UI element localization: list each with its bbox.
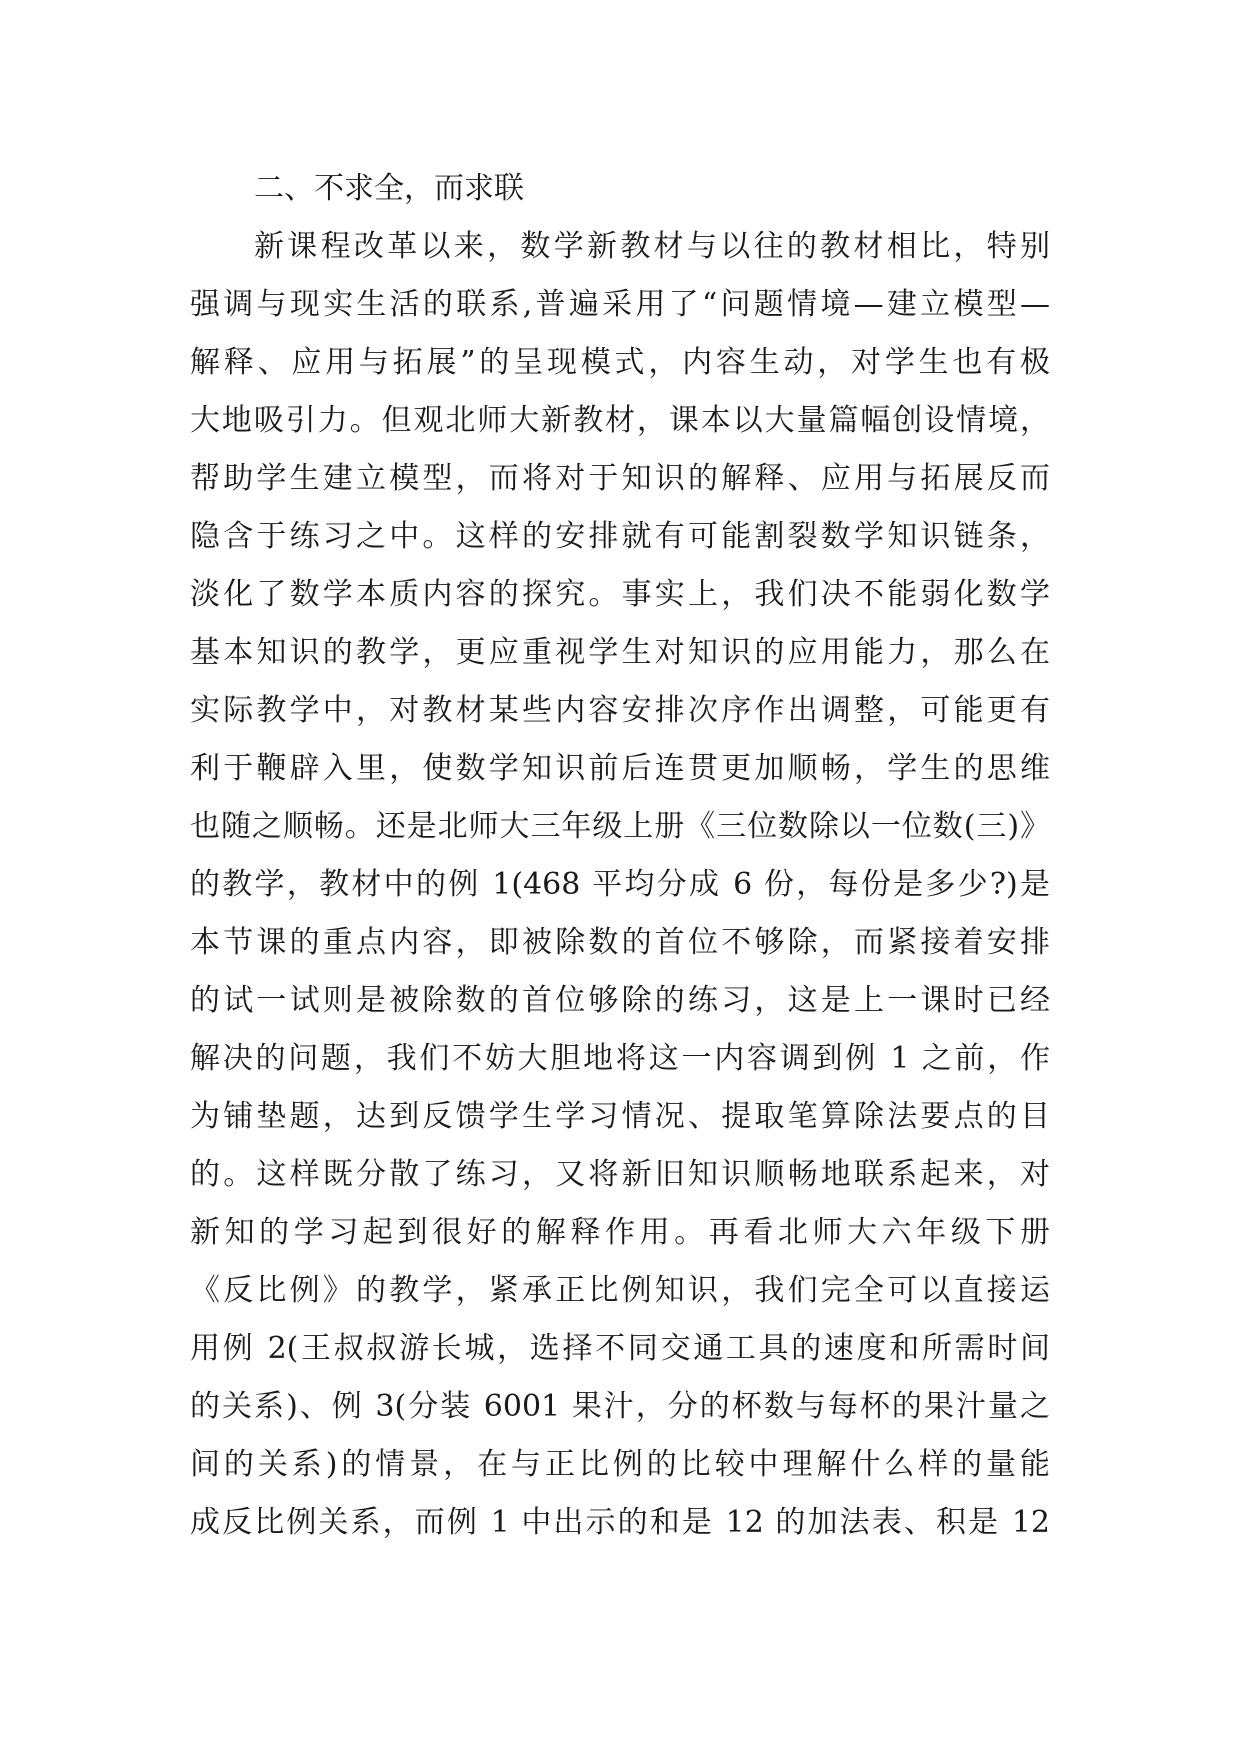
section-heading: 二、不求全，而求联 (254, 171, 524, 206)
document-content (190, 160, 1050, 1552)
paragraph-line: 解决的问题，我们不妨大胆地将这一内容调到例 1 之前，作 (190, 1041, 1050, 1076)
paragraph-line: 新课程改革以来，数学新教材与以往的教材相比，特别 (254, 229, 1050, 264)
paragraph-line: 的教学，教材中的例 1(468 平均分成 6 份，每份是多少?)是 (190, 867, 1050, 902)
paragraph-line: 间的关系)的情景，在与正比例的比较中理解什么样的量能 (190, 1447, 1050, 1482)
paragraph-line: 利于鞭辟入里，使数学知识前后连贯更加顺畅，学生的思维 (190, 751, 1050, 786)
paragraph-line: 强调与现实生活的联系,普遍采用了“问题情境—建立模型— (190, 287, 1050, 322)
paragraph-line: 本节课的重点内容，即被除数的首位不够除，而紧接着安排 (190, 925, 1050, 960)
paragraph-line: 《反比例》的教学，紧承正比例知识，我们完全可以直接运 (190, 1273, 1050, 1308)
paragraph-line: 为铺垫题，达到反馈学生学习情况、提取笔算除法要点的目 (190, 1099, 1050, 1134)
paragraph-line: 实际教学中，对教材某些内容安排次序作出调整，可能更有 (190, 693, 1050, 728)
paragraph-line: 也随之顺畅。还是北师大三年级上册《三位数除以一位数(三)》 (190, 809, 1050, 844)
paragraph-line: 成反比例关系，而例 1 中出示的和是 12 的加法表、积是 12 (190, 1505, 1050, 1540)
paragraph-line: 的。这样既分散了练习，又将新旧知识顺畅地联系起来，对 (190, 1157, 1050, 1192)
paragraph-line: 帮助学生建立模型，而将对于知识的解释、应用与拓展反而 (190, 461, 1050, 496)
paragraph-line: 用例 2(王叔叔游长城，选择不同交通工具的速度和所需时间 (190, 1331, 1050, 1366)
paragraph-line: 解释、应用与拓展”的呈现模式，内容生动，对学生也有极 (190, 345, 1050, 380)
paragraph-line: 基本知识的教学，更应重视学生对知识的应用能力，那么在 (190, 635, 1050, 670)
paragraph-line: 的关系)、例 3(分装 6001 果汁，分的杯数与每杯的果汁量之 (190, 1389, 1050, 1424)
paragraph-line: 淡化了数学本质内容的探究。事实上，我们决不能弱化数学 (190, 577, 1050, 612)
paragraph-line: 大地吸引力。但观北师大新教材，课本以大量篇幅创设情境， (190, 403, 1050, 438)
paragraph-line: 隐含于练习之中。这样的安排就有可能割裂数学知识链条， (190, 519, 1050, 554)
paragraph-line: 新知的学习起到很好的解释作用。再看北师大六年级下册 (190, 1215, 1050, 1250)
paragraph-line: 的试一试则是被除数的首位够除的练习，这是上一课时已经 (190, 983, 1050, 1018)
paragraph (190, 218, 1050, 1552)
